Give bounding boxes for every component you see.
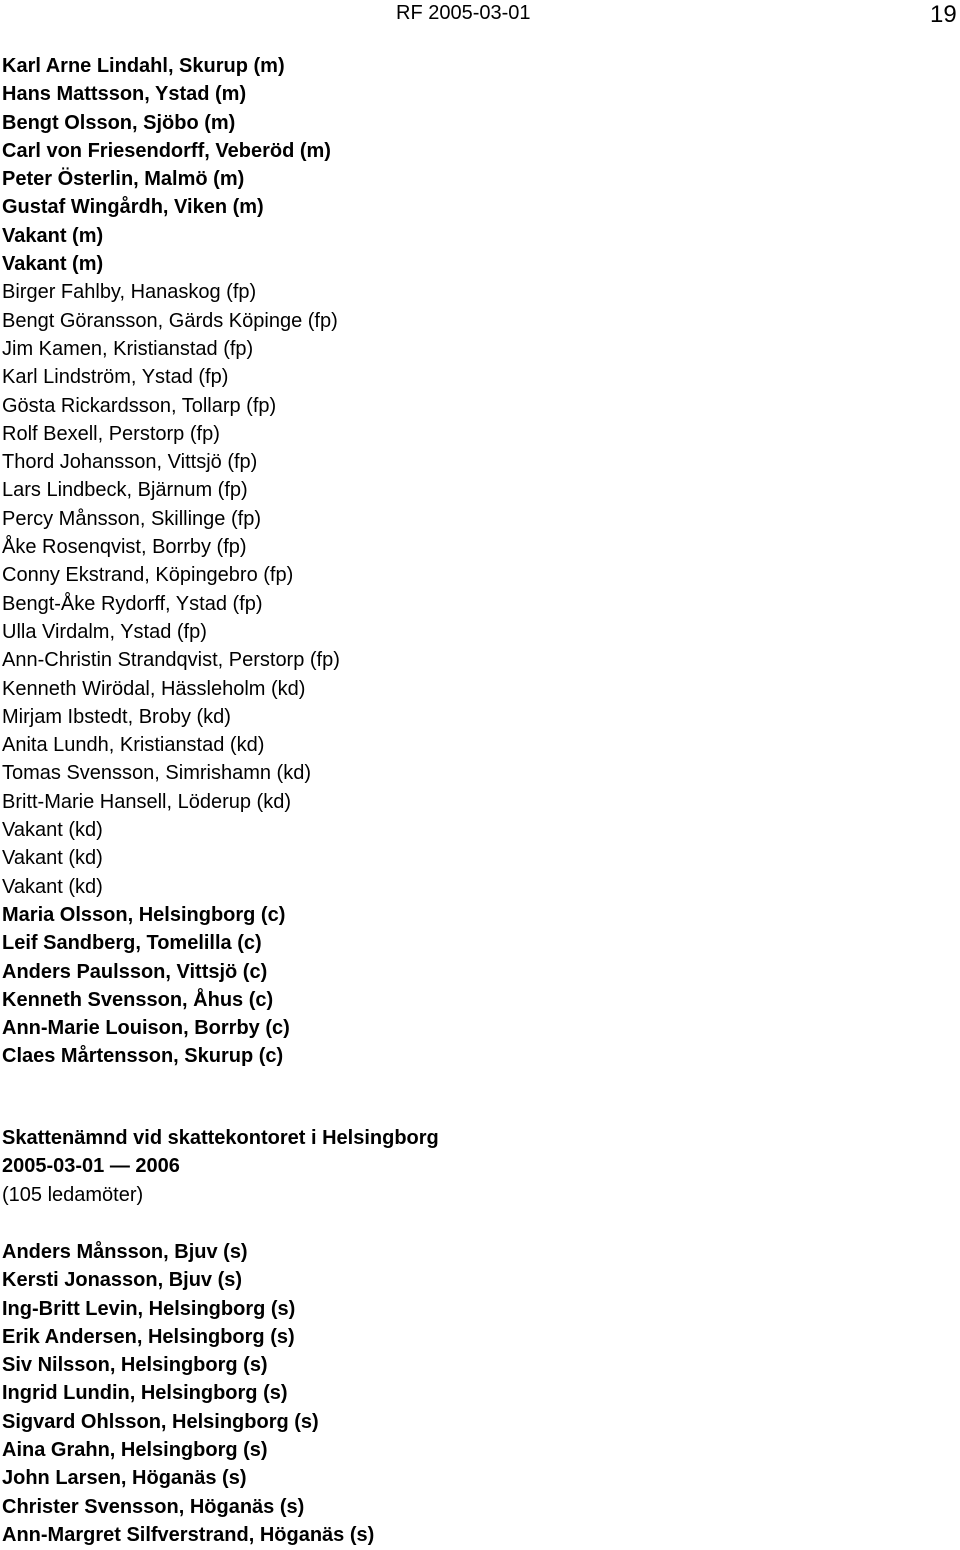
list-item: Gösta Rickardsson, Tollarp (fp) bbox=[2, 394, 277, 417]
member-list-2 bbox=[2, 1238, 374, 1549]
list-item: Birger Fahlby, Hanaskog (fp) bbox=[2, 281, 257, 304]
list-item: Ann-Margret Silfverstrand, Höganäs (s) bbox=[2, 1523, 375, 1546]
list-item: Carl von Friesendorff, Veberöd (m) bbox=[2, 139, 331, 162]
list-item: Lars Lindbeck, Bjärnum (fp) bbox=[2, 479, 248, 502]
list-item: Anders Månsson, Bjuv (s) bbox=[2, 1241, 248, 1263]
list-item: Karl Lindström, Ystad (fp) bbox=[2, 366, 229, 389]
list-item: Kenneth Svensson, Åhus (c) bbox=[2, 988, 274, 1011]
list-item: Vakant (kd) bbox=[2, 819, 103, 842]
list-item: Sigvard Ohlsson, Helsingborg (s) bbox=[2, 1410, 319, 1433]
list-item: Gustaf Wingårdh, Viken (m) bbox=[2, 196, 264, 219]
list-item: Åke Rosenqvist, Borrby (fp) bbox=[2, 536, 247, 559]
member-list-1 bbox=[2, 52, 340, 1071]
section-date: 2005-03-01 — 2006 bbox=[2, 1155, 180, 1178]
list-item: Kenneth Wirödal, Hässleholm (kd) bbox=[2, 677, 306, 700]
list-item: Maria Olsson, Helsingborg (c) bbox=[2, 903, 286, 926]
list-item: Ulla Virdalm, Ystad (fp) bbox=[2, 620, 207, 643]
section-title: Skattenämnd vid skattekontoret i Helsingborg bbox=[2, 1127, 439, 1149]
list-item: Percy Månsson, Skillinge (fp) bbox=[2, 507, 261, 530]
list-item: Anita Lundh, Kristianstad (kd) bbox=[2, 734, 265, 757]
list-item: Vakant (kd) bbox=[2, 847, 103, 870]
list-item: John Larsen, Höganäs (s) bbox=[2, 1467, 247, 1490]
list-item: Siv Nilsson, Helsingborg (s) bbox=[2, 1354, 268, 1377]
list-item: Bengt Göransson, Gärds Köpinge (fp) bbox=[2, 309, 338, 332]
list-item: Rolf Bexell, Perstorp (fp) bbox=[2, 422, 220, 445]
list-item: Aina Grahn, Helsingborg (s) bbox=[2, 1439, 268, 1462]
list-item: Ingrid Lundin, Helsingborg (s) bbox=[2, 1382, 288, 1405]
list-item: Peter Österlin, Malmö (m) bbox=[2, 168, 245, 191]
list-item: Ing-Britt Levin, Helsingborg (s) bbox=[2, 1297, 296, 1320]
list-item: Vakant (kd) bbox=[2, 875, 103, 898]
section-header bbox=[2, 1124, 439, 1209]
list-item: Thord Johansson, Vittsjö (fp) bbox=[2, 451, 258, 474]
list-item: Bengt Olsson, Sjöbo (m) bbox=[2, 111, 236, 134]
list-item: Karl Arne Lindahl, Skurup (m) bbox=[2, 55, 285, 77]
list-item: Claes Mårtensson, Skurup (c) bbox=[2, 1045, 284, 1068]
list-item: Mirjam Ibstedt, Broby (kd) bbox=[2, 705, 231, 728]
list-item: Ann-Marie Louison, Borrby (c) bbox=[2, 1017, 290, 1040]
document-reference: RF 2005-03-01 bbox=[396, 2, 531, 24]
list-item: Kersti Jonasson, Bjuv (s) bbox=[2, 1269, 243, 1292]
list-item: Jim Kamen, Kristianstad (fp) bbox=[2, 337, 254, 360]
list-item: Conny Ekstrand, Köpingebro (fp) bbox=[2, 564, 294, 587]
list-item: Anders Paulsson, Vittsjö (c) bbox=[2, 960, 268, 983]
list-item: Erik Andersen, Helsingborg (s) bbox=[2, 1325, 295, 1348]
list-item: Vakant (m) bbox=[2, 224, 104, 247]
list-item: Christer Svensson, Höganäs (s) bbox=[2, 1495, 305, 1518]
list-item: Bengt-Åke Rydorff, Ystad (fp) bbox=[2, 592, 263, 615]
section-member-count: (105 ledamöter) bbox=[2, 1183, 144, 1206]
list-item: Ann-Christin Strandqvist, Perstorp (fp) bbox=[2, 649, 340, 672]
list-item: Hans Mattsson, Ystad (m) bbox=[2, 83, 247, 106]
list-item: Tomas Svensson, Simrishamn (kd) bbox=[2, 762, 311, 785]
list-item: Vakant (m) bbox=[2, 253, 104, 276]
page-number: 19 bbox=[930, 1, 957, 28]
list-item: Britt-Marie Hansell, Löderup (kd) bbox=[2, 790, 291, 813]
list-item: Leif Sandberg, Tomelilla (c) bbox=[2, 932, 262, 955]
